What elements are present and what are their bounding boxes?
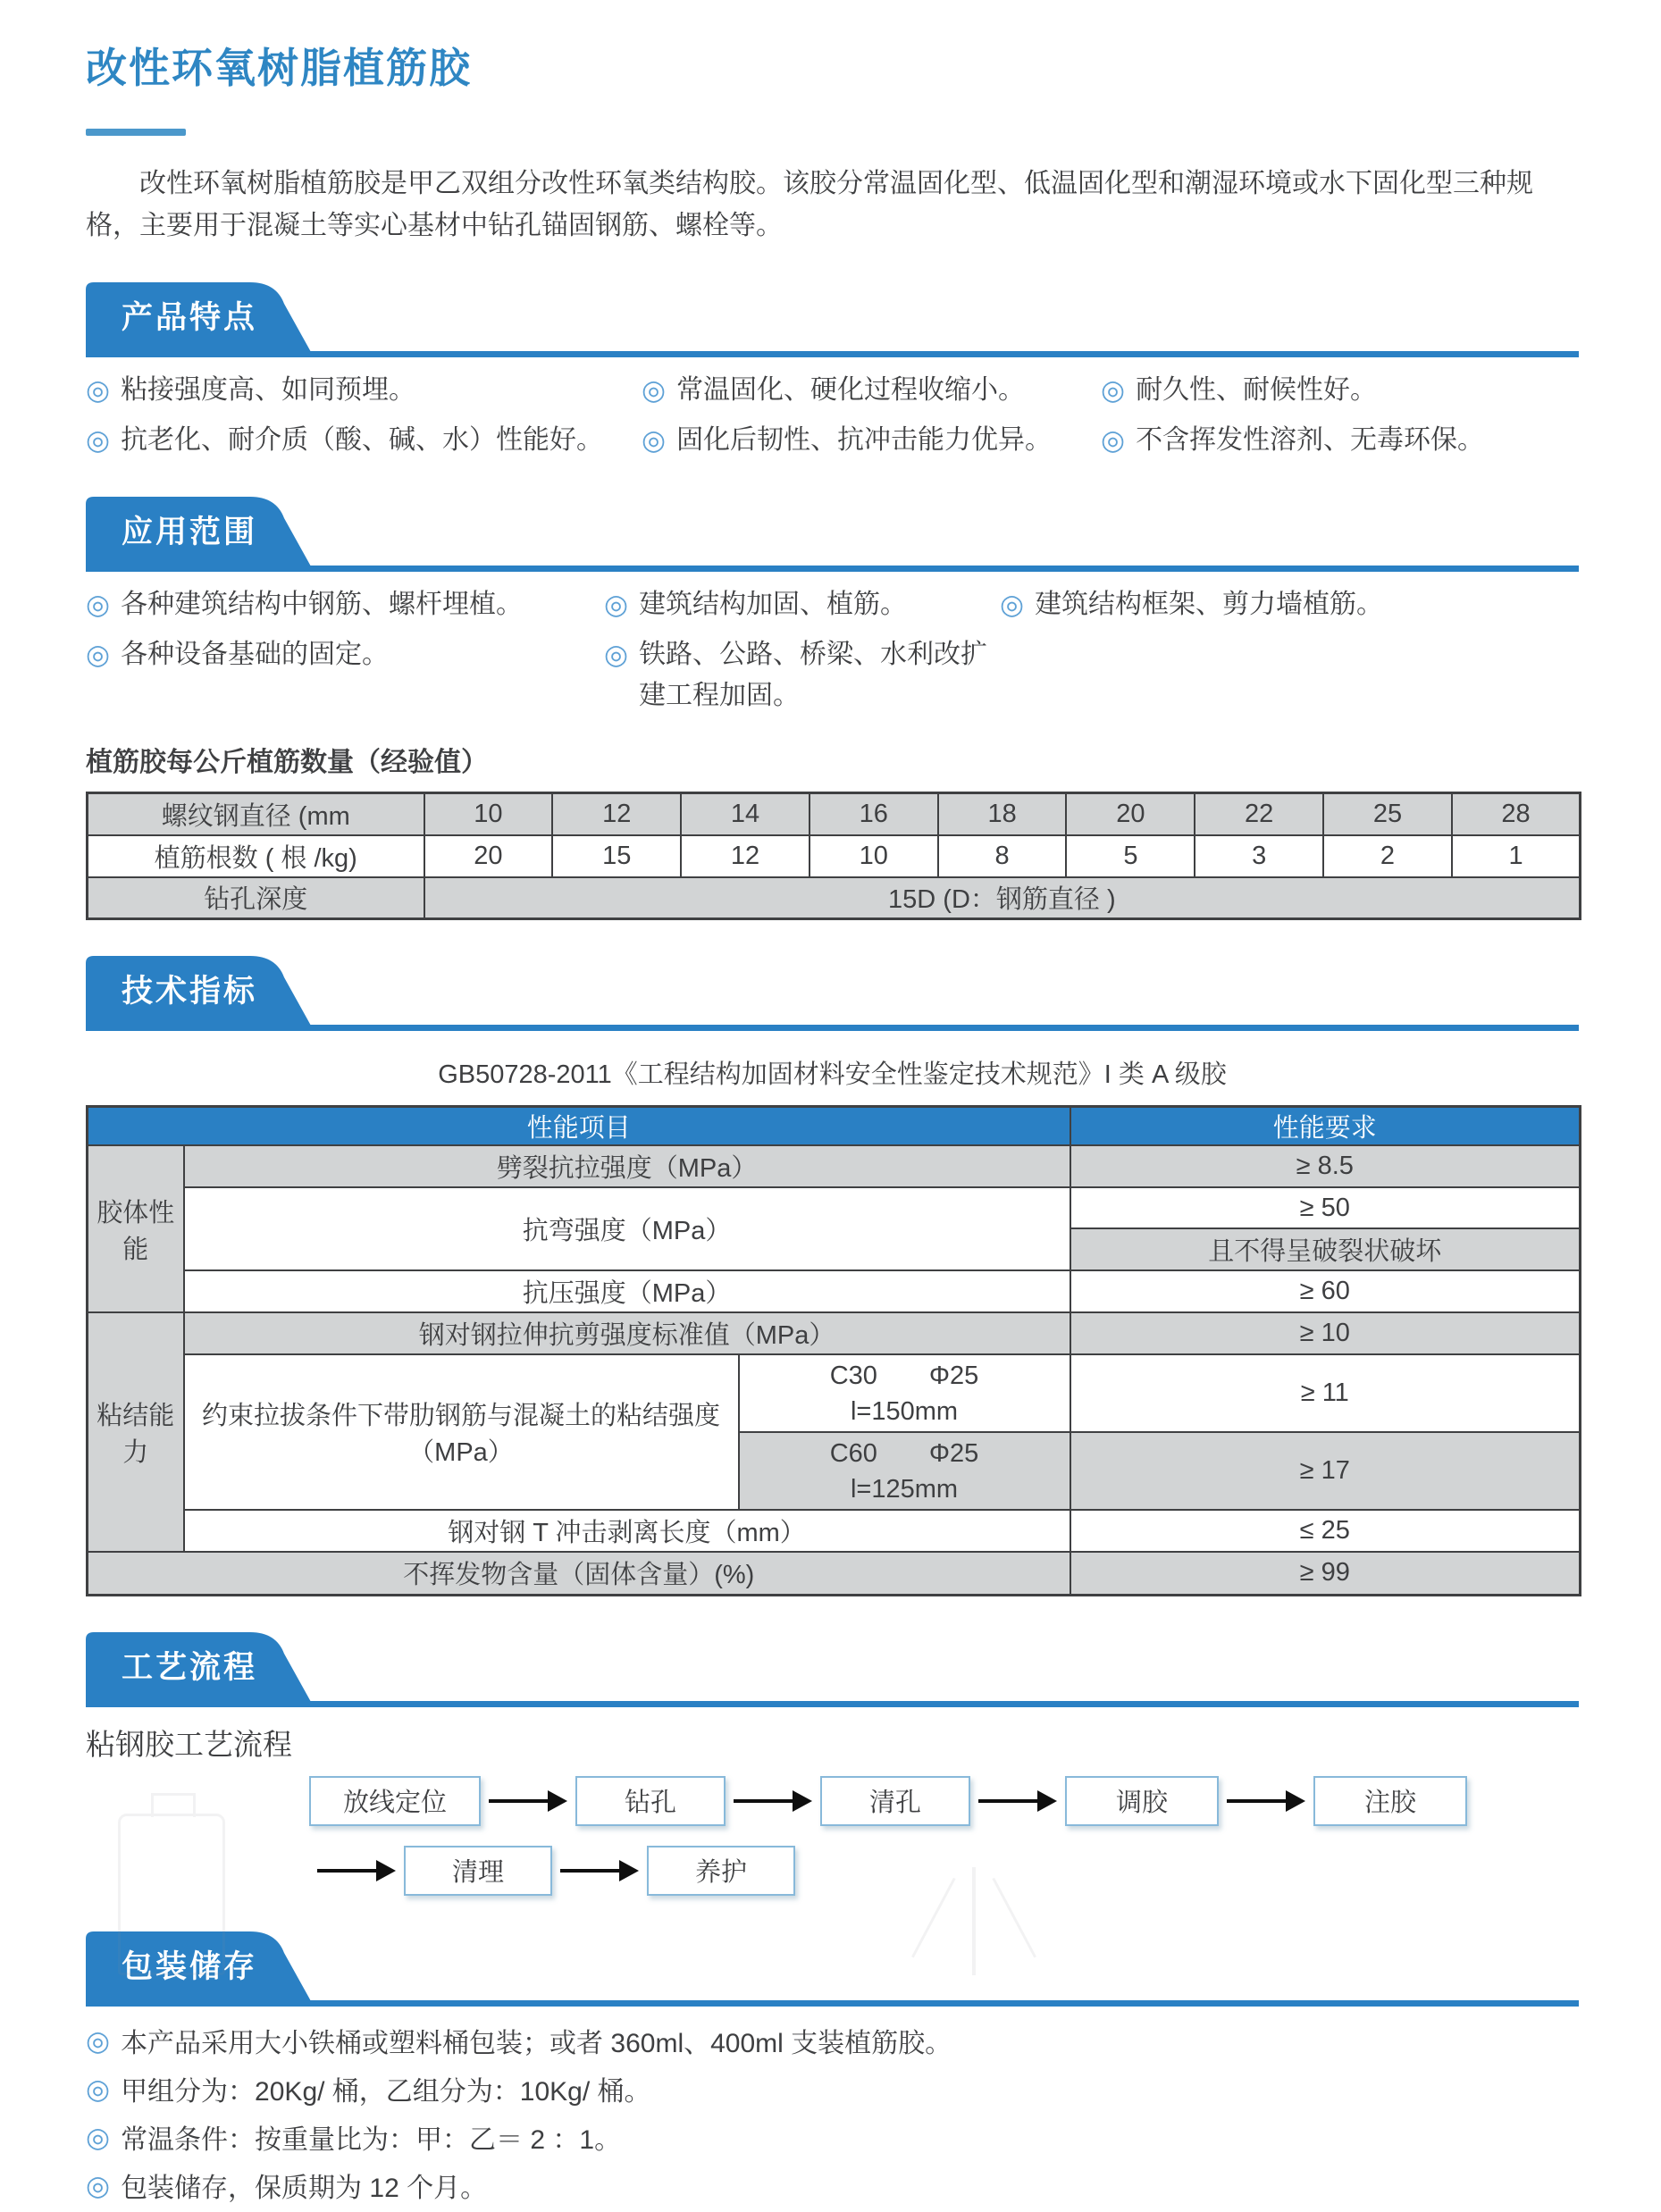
list-item — [86, 2069, 1579, 2116]
circle-bullet-icon: ◎ — [642, 374, 667, 406]
list-item — [86, 370, 642, 411]
section-rule — [86, 2000, 1579, 2007]
table-row — [88, 793, 1581, 835]
circle-bullet-icon: ◎ — [1000, 589, 1025, 620]
application-text: 各种建筑结构中钢筋、螺杆埋植。 — [121, 590, 524, 619]
rebar-count-table — [86, 792, 1581, 920]
count-cell: 5 — [1066, 835, 1195, 877]
table-row — [88, 1187, 1581, 1228]
applications-list — [86, 584, 1579, 716]
circle-bullet-icon: ◎ — [1101, 374, 1126, 406]
arrow-right-icon — [978, 1790, 1057, 1812]
circle-bullet-icon: ◎ — [86, 2073, 111, 2105]
property-cell: 抗弯强度（MPa） — [184, 1187, 1070, 1270]
requirement-cell: ≥ 8.5 — [1070, 1145, 1581, 1187]
process-flow-row-2 — [309, 1846, 1579, 1896]
arrow-right-icon — [560, 1860, 639, 1881]
flow-step: 调胶 — [1065, 1776, 1219, 1826]
arrow-right-icon — [1227, 1790, 1305, 1812]
arrow-right-icon — [317, 1860, 396, 1881]
packaging-list — [86, 2021, 1579, 2212]
condition-line: l=125mm — [850, 1474, 959, 1504]
list-item — [86, 584, 604, 625]
table-row — [88, 1552, 1581, 1595]
list-item — [604, 584, 1000, 625]
rebar-table-caption: 植筋胶每公斤植筋数量（经验值） — [86, 748, 488, 777]
feature-text: 不含挥发性溶剂、无毒环保。 — [1136, 425, 1485, 455]
count-cell: 2 — [1323, 835, 1452, 877]
property-cell: 钢对钢 T 冲击剥离长度（mm） — [184, 1510, 1070, 1552]
circle-bullet-icon: ◎ — [86, 424, 111, 456]
condition-cell — [739, 1432, 1070, 1510]
requirement-cell: ≥ 50 — [1070, 1187, 1581, 1228]
property-cell: 钢对钢拉伸抗剪强度标准值（MPa） — [184, 1312, 1070, 1354]
feature-text: 抗老化、耐介质（酸、碱、水）性能好。 — [121, 425, 604, 455]
table-row — [88, 1354, 1581, 1432]
section-title-applications: 应用范围 — [121, 515, 257, 549]
feature-text: 固化后韧性、抗冲击能力优异。 — [676, 425, 1053, 455]
diameter-cell: 20 — [1066, 793, 1195, 835]
count-cell: 10 — [810, 835, 938, 877]
circle-bullet-icon: ◎ — [642, 424, 667, 456]
diameter-cell: 18 — [938, 793, 1067, 835]
section-header-features — [86, 281, 1579, 357]
section-title-tech: 技术指标 — [121, 974, 257, 1009]
count-cell: 3 — [1195, 835, 1323, 877]
list-item — [86, 2021, 1579, 2067]
packaging-text: 常温条件：按重量比为：甲：乙＝ 2 ：1。 — [121, 2124, 622, 2155]
flow-step: 清理 — [404, 1846, 552, 1896]
col-header-item: 性能项目 — [88, 1107, 1070, 1146]
list-item — [1101, 370, 1579, 411]
application-text: 建筑结构框架、剪力墙植筋。 — [1035, 590, 1384, 619]
section-title-features: 产品特点 — [121, 300, 257, 335]
list-item — [86, 2117, 1579, 2164]
table-row — [88, 877, 1581, 919]
count-cell: 12 — [681, 835, 810, 877]
table-row — [88, 835, 1581, 877]
requirement-cell: ≥ 10 — [1070, 1312, 1581, 1354]
row-label: 钻孔深度 — [88, 877, 424, 919]
section-header-applications — [86, 495, 1579, 572]
circle-bullet-icon: ◎ — [86, 2169, 111, 2201]
diameter-cell: 12 — [552, 793, 681, 835]
property-cell: 劈裂抗拉强度（MPa） — [184, 1145, 1070, 1187]
flow-step: 放线定位 — [309, 1776, 481, 1826]
feature-text: 耐久性、耐候性好。 — [1136, 375, 1378, 405]
section-rule — [86, 566, 1579, 572]
features-list — [86, 370, 1579, 461]
flow-step: 注胶 — [1313, 1776, 1467, 1826]
count-cell: 8 — [938, 835, 1067, 877]
packaging-text: 甲组分为：20Kg/ 桶，乙组分为：10Kg/ 桶。 — [121, 2076, 651, 2107]
circle-bullet-icon: ◎ — [86, 2121, 111, 2153]
list-item — [1101, 420, 1579, 461]
page-title: 改性环氧树脂植筋胶 — [86, 45, 472, 91]
table-row — [88, 1510, 1581, 1552]
packaging-text: 本产品采用大小铁桶或塑料桶包装；或者 360ml、400ml 支装植筋胶。 — [121, 2028, 952, 2058]
intro-paragraph: 改性环氧树脂植筋胶是甲乙双组分改性环氧类结构胶。该胶分常温固化型、低温固化型和潮湿环境或水下固化型三种规格，主要用于混凝土等实心基材中钻孔锚固钢筋、螺栓等。 — [86, 169, 1533, 240]
list-item — [642, 420, 1101, 461]
title-underline-dash — [86, 129, 186, 136]
row-label: 螺纹钢直径 (mm — [88, 793, 424, 835]
section-title-packaging: 包装储存 — [121, 1948, 257, 1984]
section-header-process — [86, 1630, 1579, 1707]
condition-line: C60 Φ25 — [829, 1438, 979, 1468]
arrow-right-icon — [734, 1790, 812, 1812]
list-item — [1000, 584, 1579, 625]
tech-spec-table — [86, 1105, 1581, 1596]
requirement-cell: ≥ 17 — [1070, 1432, 1581, 1510]
feature-text: 粘接强度高、如同预埋。 — [121, 375, 416, 405]
circle-bullet-icon: ◎ — [1101, 424, 1126, 456]
arrow-right-icon — [489, 1790, 567, 1812]
list-item — [86, 420, 642, 461]
property-cell: 不挥发物含量（固体含量）(%) — [88, 1552, 1070, 1595]
circle-bullet-icon: ◎ — [604, 589, 629, 620]
feature-text: 常温固化、硬化过程收缩小。 — [676, 375, 1026, 405]
requirement-cell: 且不得呈破裂状破坏 — [1070, 1228, 1581, 1270]
section-rule — [86, 1701, 1579, 1707]
table-row — [88, 1312, 1581, 1354]
col-header-requirement: 性能要求 — [1070, 1107, 1581, 1146]
application-text: 建筑结构加固、植筋。 — [639, 590, 908, 619]
row-label: 植筋根数 ( 根 /kg) — [88, 835, 424, 877]
list-item — [604, 634, 1000, 716]
requirement-cell: ≤ 25 — [1070, 1510, 1581, 1552]
diameter-cell: 28 — [1452, 793, 1581, 835]
diameter-cell: 10 — [424, 793, 553, 835]
count-cell: 20 — [424, 835, 553, 877]
flow-step: 清孔 — [820, 1776, 970, 1826]
section-rule — [86, 1025, 1579, 1031]
circle-bullet-icon: ◎ — [86, 589, 111, 620]
list-item — [86, 634, 604, 716]
condition-line: C30 Φ25 — [829, 1361, 979, 1390]
diameter-cell: 16 — [810, 793, 938, 835]
flow-step: 钻孔 — [575, 1776, 726, 1826]
circle-bullet-icon: ◎ — [86, 374, 111, 406]
condition-line: l=150mm — [850, 1396, 959, 1426]
table-row — [88, 1145, 1581, 1187]
list-item — [86, 2166, 1579, 2212]
section-header-tech — [86, 954, 1579, 1031]
process-flow-row-1 — [309, 1776, 1579, 1826]
requirement-cell: ≥ 11 — [1070, 1354, 1581, 1432]
table-row — [88, 1270, 1581, 1312]
diameter-cell: 25 — [1323, 793, 1452, 835]
group-label: 粘结能力 — [88, 1312, 184, 1552]
circle-bullet-icon: ◎ — [86, 639, 111, 670]
application-text: 各种设备基础的固定。 — [121, 640, 390, 669]
standard-reference: GB50728-2011《工程结构加固材料安全性鉴定技术规范》I 类 A 级胶 — [438, 1060, 1227, 1089]
drill-depth-cell: 15D (D：钢筋直径 ) — [424, 877, 1581, 919]
packaging-text: 包装储存，保质期为 12 个月。 — [121, 2173, 488, 2203]
section-header-packaging — [86, 1930, 1579, 2007]
requirement-cell: ≥ 60 — [1070, 1270, 1581, 1312]
count-cell: 1 — [1452, 835, 1581, 877]
circle-bullet-icon: ◎ — [604, 639, 629, 670]
table-header-row — [88, 1107, 1581, 1146]
list-item — [642, 370, 1101, 411]
count-cell: 15 — [552, 835, 681, 877]
condition-cell — [739, 1354, 1070, 1432]
diameter-cell: 22 — [1195, 793, 1323, 835]
section-title-process: 工艺流程 — [121, 1649, 257, 1685]
process-subtitle: 粘钢胶工艺流程 — [86, 1727, 292, 1761]
diameter-cell: 14 — [681, 793, 810, 835]
property-cell: 约束拉拔条件下带肋钢筋与混凝土的粘结强度（MPa） — [184, 1354, 739, 1510]
group-label: 胶体性能 — [88, 1145, 184, 1312]
application-text: 铁路、公路、桥梁、水利改扩建工程加固。 — [639, 640, 988, 710]
circle-bullet-icon: ◎ — [86, 2024, 111, 2057]
requirement-cell: ≥ 99 — [1070, 1552, 1581, 1595]
section-rule — [86, 351, 1579, 357]
property-cell: 抗压强度（MPa） — [184, 1270, 1070, 1312]
flow-step: 养护 — [647, 1846, 795, 1896]
